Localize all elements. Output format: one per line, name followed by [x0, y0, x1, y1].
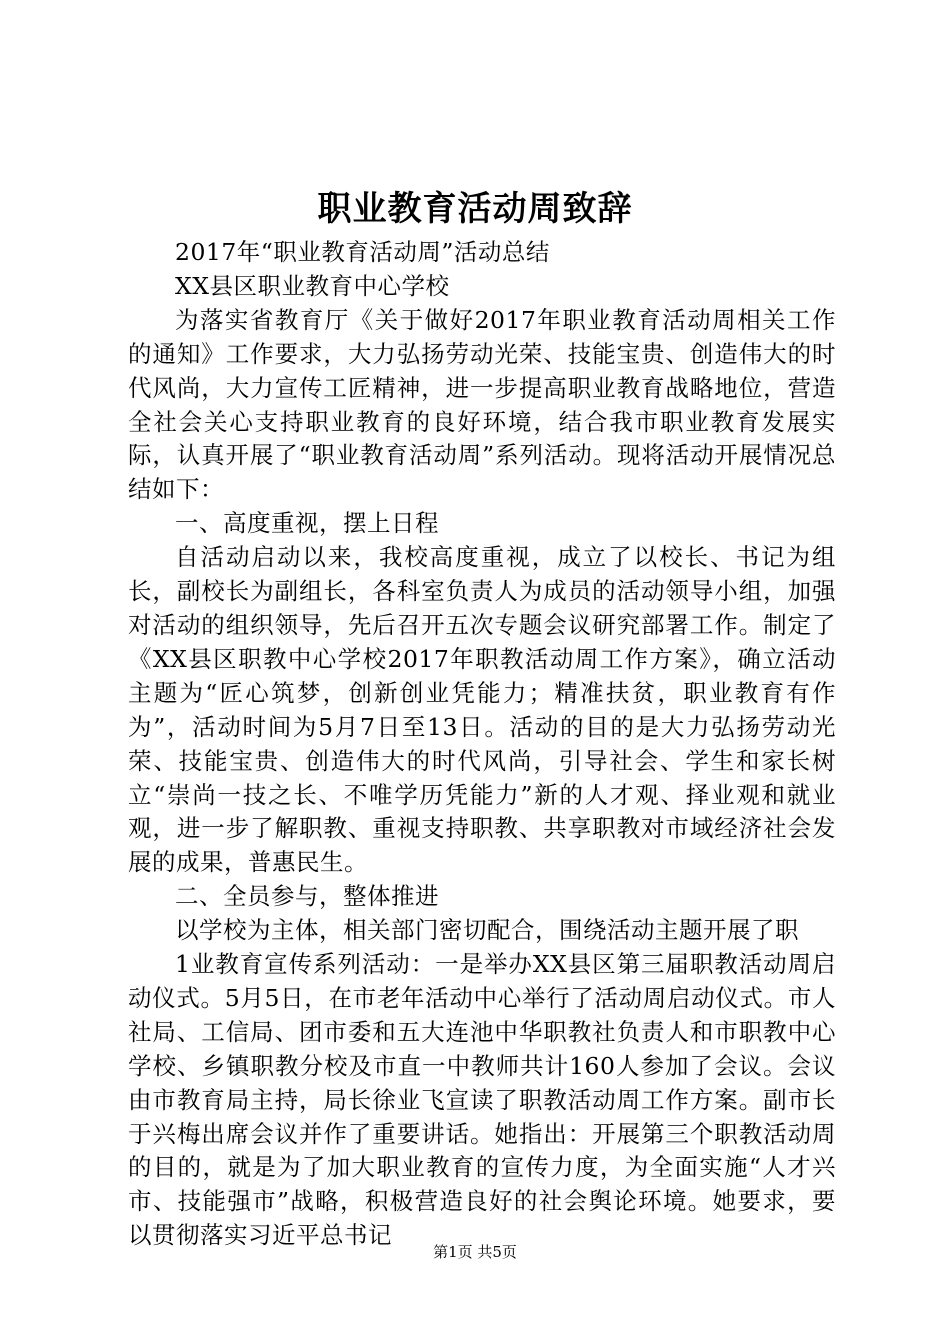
paragraph: 以学校为主体，相关部门密切配合，围绕活动主题开展了职	[175, 916, 799, 945]
paragraph-heading: 2017年“职业教育活动周”活动总结	[175, 238, 550, 266]
paragraph: 为落实省教育厅《关于做好2017年职业教育活动周相关工作的通知》工作要求，大力弘扬劳动光荣、技能宝贵、创造伟大的时代风尚，大力宣传工匠精神，进一步提高职业教育战略地位，营造全社会关心支持职业教育的良好环境，结合我市职业教育发展实际，认真开展了“职业教育活动周”系列活动。现将活动开展情况总结如下：	[128, 305, 836, 504]
page-footer: 第1页 共5页	[433, 1243, 517, 1261]
paragraph-school: XX县区职业教育中心学校	[175, 271, 450, 300]
document-title: 职业教育活动周致辞	[317, 189, 633, 229]
paragraph: 自活动启动以来，我校高度重视，成立了以校长、书记为组长，副校长为副组长，各科室负责人为成员的活动领导小组，加强对活动的组织领导，先后召开五次专题会议研究部署工作。制定了《XX县区职教中心学校2017年职教活动周工作方案》，确立活动主题为“匠心筑梦，创新创业凭能力；精准扶贫，职业教育有作为”，活动时间为5月7日至13日。活动的目的是大力弘扬劳动光荣、技能宝贵、创造伟大的时代风尚，引导社会、学生和家长树立“崇尚一技之长、不唯学历凭能力”新的人才观、择业观和就业观，进一步了解职教、重视支持职教、共享职教对市域经济社会发展的成果，普惠民生。	[128, 543, 836, 877]
section-heading: 一、高度重视，摆上日程	[175, 509, 439, 538]
paragraph: 1业教育宣传系列活动：一是举办XX县区第三届职教活动周启动仪式。5月5日，在市老年活动中心举行了活动周启动仪式。市人社局、工信局、团市委和五大连池中华职教社负责人和市职教中心学校、乡镇职教分校及市直一中教师共计160人参加了会议。会议由市教育局主持，局长徐业飞宣读了职教活动周工作方案。副市长于兴梅出席会议并作了重要讲话。她指出：开展第三个职教活动周的目的，就是为了加大职业教育的宣传力度，为全面实施“人才兴市、技能强市”战略，积极营造良好的社会舆论环境。她要求，要以贯彻落实习近平总书记	[128, 950, 836, 1250]
document-body	[128, 236, 836, 1253]
section-heading: 二、全员参与，整体推进	[175, 882, 439, 911]
